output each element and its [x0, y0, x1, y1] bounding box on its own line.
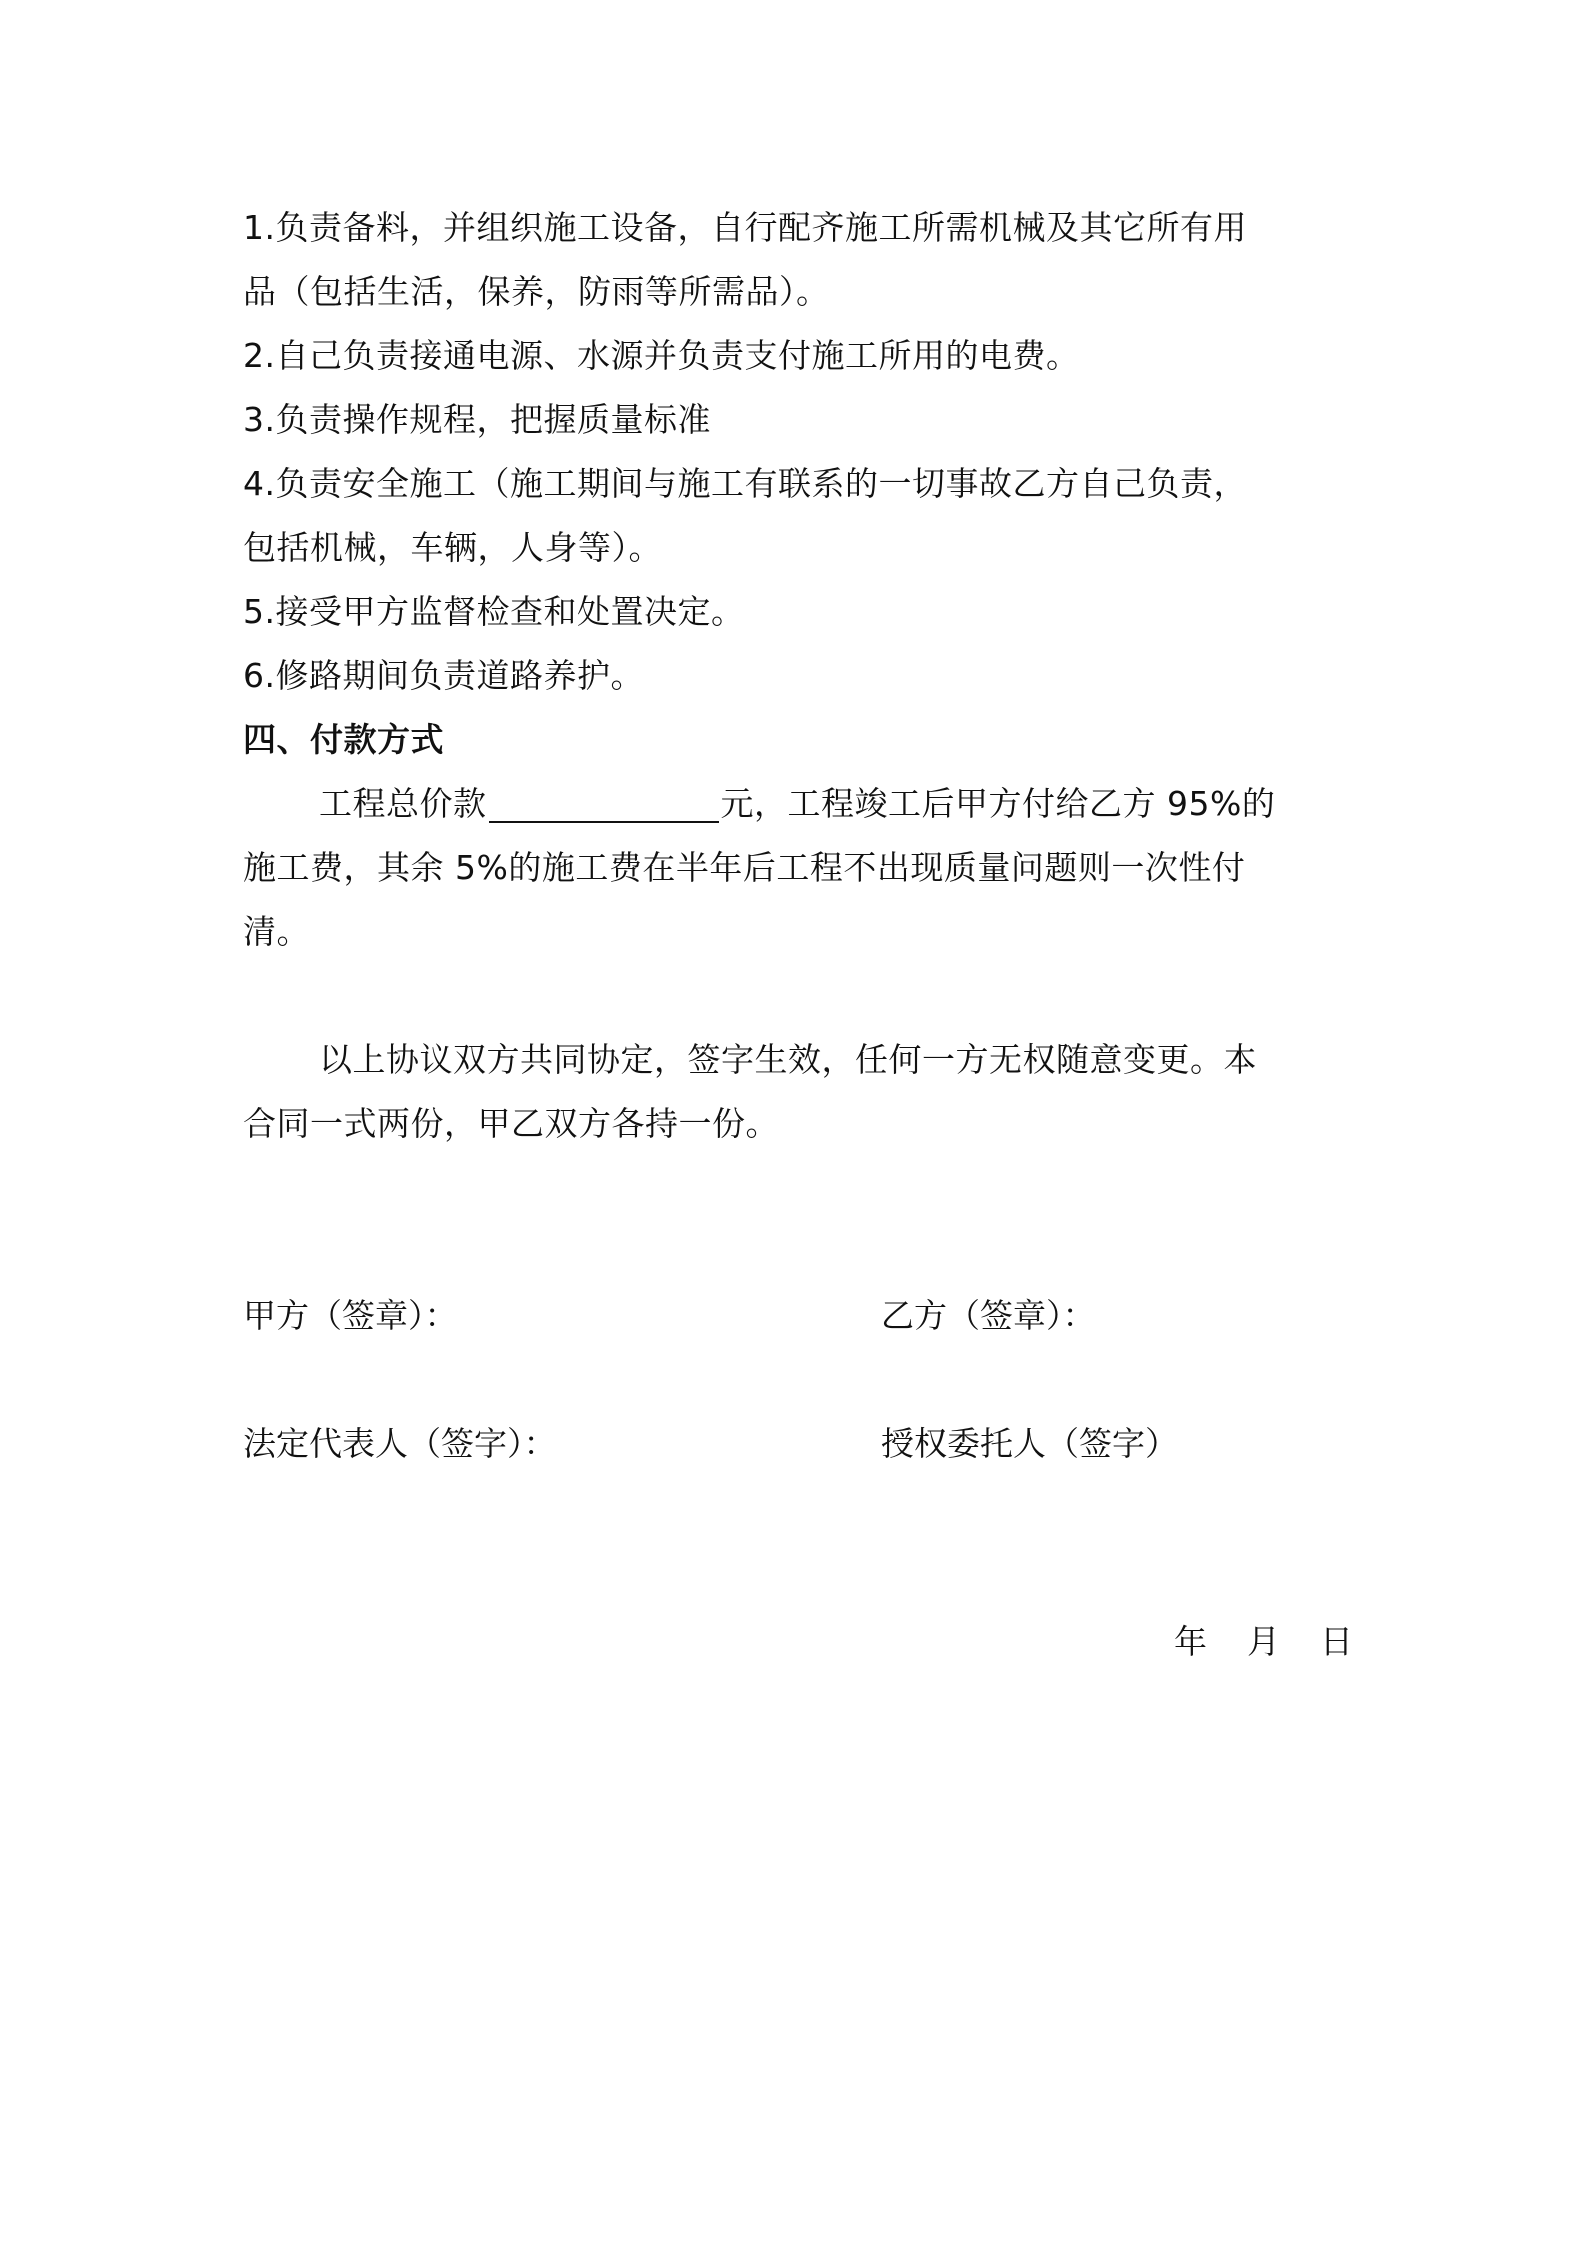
total-price-blank	[489, 820, 719, 823]
signature-row-sign	[243, 1412, 1353, 1476]
payment-terms-text: 元，工程竣工后甲方付给乙方 95%的	[720, 784, 1276, 823]
payment-line-1	[243, 772, 1353, 836]
contract-body	[243, 196, 1353, 1156]
agreement-line-1: 以上协议双方共同协定，签字生效，任何一方无权随意变更。本	[319, 1040, 1257, 1079]
duty-line: 6.修路期间负责道路养护。	[243, 656, 644, 695]
party-b-stamp-label: 乙方（签章）：	[881, 1296, 1096, 1335]
signature-row-stamp	[243, 1284, 1353, 1348]
date-year: 年	[1174, 1622, 1207, 1661]
duty-line: 1.负责备料，并组织施工设备，自行配齐施工所需机械及其它所有用	[243, 208, 1247, 247]
legal-representative-label: 法定代表人（签字）：	[243, 1424, 557, 1463]
date-month: 月	[1247, 1622, 1280, 1661]
total-price-label: 工程总价款	[319, 784, 487, 823]
duty-line: 3.负责操作规程，把握质量标准	[243, 400, 711, 439]
date-day: 日	[1320, 1622, 1353, 1661]
spacer	[243, 964, 1353, 1028]
duty-line: 品（包括生活，保养，防雨等所需品）。	[243, 272, 830, 311]
authorized-agent-label: 授权委托人（签字）	[881, 1424, 1178, 1463]
duty-line: 包括机械，车辆，人身等）。	[243, 528, 662, 567]
duty-line: 2.自己负责接通电源、水源并负责支付施工所用的电费。	[243, 336, 1080, 375]
payment-line-3: 清。	[243, 912, 310, 951]
payment-heading: 四、付款方式	[243, 720, 444, 759]
duty-line: 5.接受甲方监督检查和处置决定。	[243, 592, 745, 631]
party-a-stamp-label: 甲方（签章）：	[243, 1296, 458, 1335]
duty-line: 4.负责安全施工（施工期间与施工有联系的一切事故乙方自己负责，	[243, 464, 1247, 503]
date-line	[1134, 1610, 1353, 1674]
agreement-line-2: 合同一式两份，甲乙双方各持一份。	[243, 1104, 779, 1143]
payment-line-2: 施工费，其余 5%的施工费在半年后工程不出现质量问题则一次性付	[243, 848, 1246, 887]
